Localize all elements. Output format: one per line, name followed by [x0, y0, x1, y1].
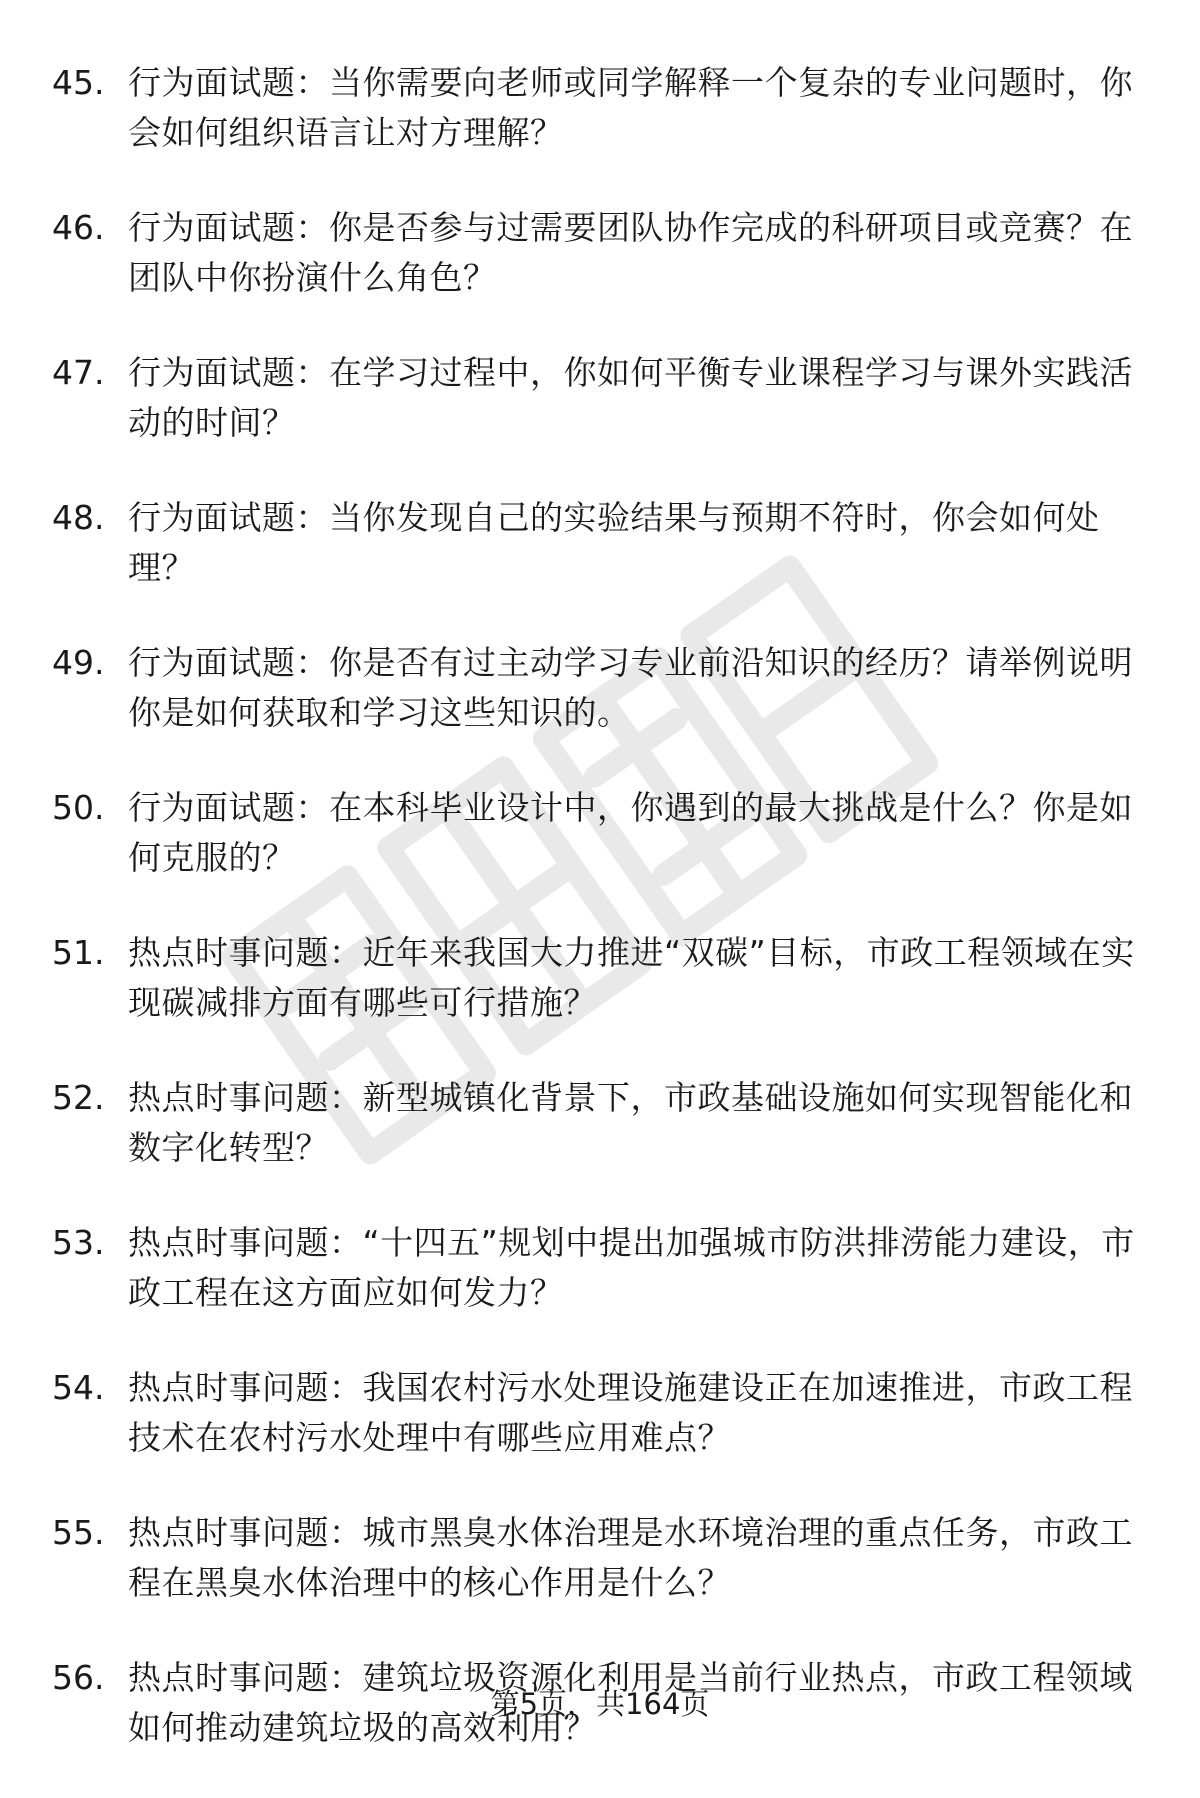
question-number: 55. — [52, 1513, 105, 1552]
question-text: 行为面试题：在本科毕业设计中，你遇到的最大挑战是什么？你是如何克服的？ — [128, 788, 1133, 877]
question-item — [0, 928, 1200, 1073]
question-item — [0, 638, 1200, 783]
question-text: 行为面试题：你是否有过主动学习专业前沿知识的经历？请举例说明你是如何获取和学习这些知识的。 — [128, 643, 1133, 732]
question-number: 50. — [52, 788, 105, 827]
question-text: 行为面试题：当你需要向老师或同学解释一个复杂的专业问题时，你会如何组织语言让对方理解？ — [128, 63, 1133, 152]
question-text: 热点时事问题：建筑垃圾资源化利用是当前行业热点，市政工程领域如何推动建筑垃圾的高效利用？ — [128, 1658, 1133, 1747]
question-text: 热点时事问题：“十四五”规划中提出加强城市防洪排涝能力建设，市政工程在这方面应如何发力？ — [128, 1223, 1135, 1312]
question-number: 49. — [52, 643, 105, 682]
question-number: 56. — [52, 1658, 105, 1697]
question-text: 热点时事问题：近年来我国大力推进“双碳”目标，市政工程领域在实现碳减排方面有哪些可行措施？ — [128, 933, 1135, 1022]
question-item — [0, 1218, 1200, 1363]
question-item — [0, 1073, 1200, 1218]
question-text: 行为面试题：当你发现自己的实验结果与预期不符时，你会如何处理？ — [128, 498, 1100, 587]
question-item — [0, 1508, 1200, 1653]
question-number: 46. — [52, 208, 105, 247]
question-item — [0, 203, 1200, 348]
page-footer: 第5页，共164页 — [490, 1687, 710, 1721]
question-item — [0, 348, 1200, 493]
question-text: 行为面试题：在学习过程中，你如何平衡专业课程学习与课外实践活动的时间？ — [128, 353, 1133, 442]
question-text: 热点时事问题：我国农村污水处理设施建设正在加速推进，市政工程技术在农村污水处理中有哪些应用难点？ — [128, 1368, 1133, 1457]
question-text: 行为面试题：你是否参与过需要团队协作完成的科研项目或竞赛？在团队中你扮演什么角色？ — [128, 208, 1133, 297]
question-item — [0, 1363, 1200, 1508]
question-number: 51. — [52, 933, 105, 972]
question-text: 热点时事问题：城市黑臭水体治理是水环境治理的重点任务，市政工程在黑臭水体治理中的核心作用是什么？ — [128, 1513, 1133, 1602]
question-text: 热点时事问题：新型城镇化背景下，市政基础设施如何实现智能化和数字化转型？ — [128, 1078, 1133, 1167]
question-number: 54. — [52, 1368, 105, 1407]
question-number: 48. — [52, 498, 105, 537]
question-item — [0, 783, 1200, 928]
question-number: 47. — [52, 353, 105, 392]
question-number: 53. — [52, 1223, 105, 1262]
question-number: 45. — [52, 63, 105, 102]
question-item — [0, 493, 1200, 638]
question-number: 52. — [52, 1078, 105, 1117]
question-list — [0, 58, 1200, 1798]
question-item — [0, 1653, 1200, 1798]
question-item — [0, 58, 1200, 203]
